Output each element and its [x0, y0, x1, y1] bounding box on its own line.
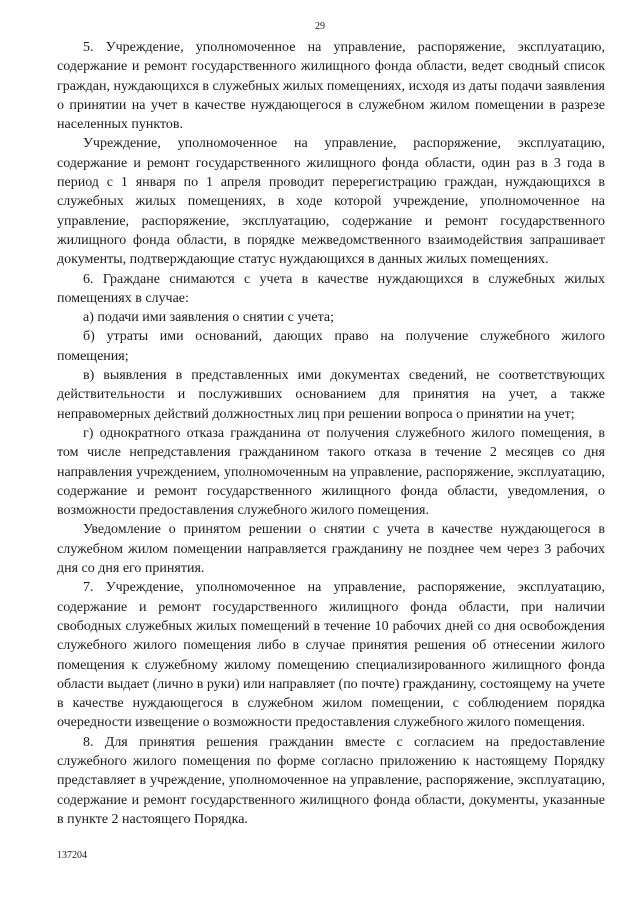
paragraph-6-notice: Уведомление о принятом решении о снятии с учета в качестве нуждающегося в служебном жилом помещении направляется гражданину не позднее чем через 3 рабочих дня со дня его принятия.: [57, 522, 605, 577]
paragraph-6-a: а) подачи ими заявления о снятии с учета;: [83, 310, 334, 326]
paragraph-6: 6. Граждане снимаются с учета в качестве нуждающихся в служебных жилых помещениях в случае:: [57, 271, 605, 306]
paragraph-6-b: б) утраты ими оснований, дающих право на получение служебного жилого помещения;: [57, 329, 605, 364]
paragraph-6-g: г) однократного отказа гражданина от получения служебного жилого помещения, в том числе непредставления гражданином такого отказа в течение 2 месяцев со дня направления учреждением, уполномоченным на управление, распоряжение, эксплуатацию, содержание и ремонт государственного жилищного фонда области, уведомления, о возможности предоставления служебного жилого помещения.: [57, 425, 605, 519]
paragraph-7: 7. Учреждение, уполномоченное на управление, распоряжение, эксплуатацию, содержание и ремонт государственного жилищного фонда области, при наличии свободных служебных жилых помещений в течение 10 рабочих дней со дня освобождения служебного жилого помещения либо в случае принятия решения об отнесении жилого помещения к служебному жилому помещению специализированного жилищного фонда области выдает (лично в руки) или направляет (по почте) гражданину, состоящему на учете в качестве нуждающегося в служебном жилом помещении, с соблюдением порядка очередности извещение о возможности предоставления служебного жилого помещения.: [57, 580, 605, 731]
page-number: 29: [315, 21, 325, 32]
paragraph-5-reregistration: Учреждение, уполномоченное на управление, распоряжение, эксплуатацию, содержание и ремонт государственного жилищного фонда области, один раз в 3 года в период с 1 января по 1 апреля проводит перерегистрацию граждан, нуждающихся в служебных жилых помещениях, в ходе которой учреждение, уполномоченное на управление, распоряжение, эксплуатацию, содержание и ремонт государственного жилищного фонда области, в порядке межведомственного взаимодействия запрашивает документы, подтверждающие статус нуждающихся в данных жилых помещениях.: [57, 136, 605, 268]
paragraph-8: 8. Для принятия решения гражданин вместе с согласием на предоставление служебного жилого помещения по форме согласно приложению к настоящему Порядку представляет в учреждение, уполномоченное на управление, распоряжение, эксплуатацию, содержание и ремонт государственного жилищного фонда области, документы, указанные в пункте 2 настоящего Порядка.: [57, 734, 605, 827]
document-body: [57, 38, 605, 829]
paragraph-5: 5. Учреждение, уполномоченное на управление, распоряжение, эксплуатацию, содержание и ремонт государственного жилищного фонда области, ведет сводный список граждан, нуждающихся в служебных жилых помещениях, исходя из даты подачи заявления о принятии на учет в качестве нуждающегося в служебном жилом помещении в разрезе населенных пунктов.: [57, 40, 605, 133]
paragraph-6-v: в) выявления в представленных ими документах сведений, не соответствующих действительности и послуживших основанием для принятия на учет, а также неправомерных действий должностных лиц при решении вопроса о принятии на учет;: [57, 368, 605, 422]
document-code: 137204: [57, 850, 87, 861]
